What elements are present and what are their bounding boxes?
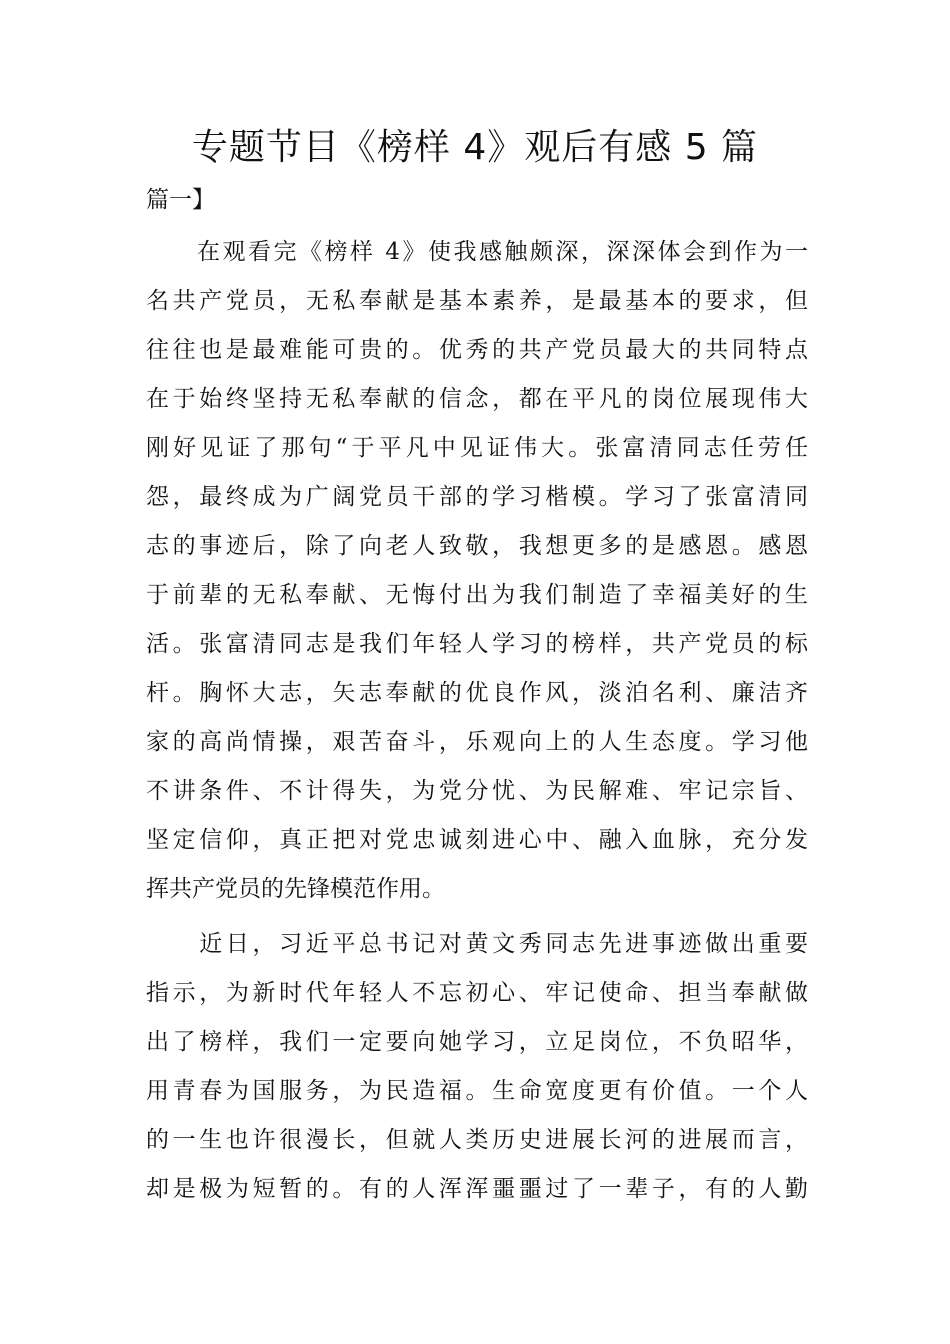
text-line: 名共产党员，无私奉献是基本素养，是最基本的要求，但 xyxy=(146,288,808,314)
text-line: 怨，最终成为广阔党员干部的学习楷模。学习了张富清同 xyxy=(146,484,808,510)
text-line: 出了榜样，我们一定要向她学习，立足岗位，不负昭华， xyxy=(146,1029,808,1055)
section-label: 篇一】 xyxy=(146,187,215,213)
text-line: 却是极为短暂的。有的人浑浑噩噩过了一辈子，有的人勤 xyxy=(146,1176,808,1202)
text-line: 指示，为新时代年轻人不忘初心、牢记使命、担当奉献做 xyxy=(146,980,808,1006)
document-title: 专题节目《榜样 4》观后有感 5 篇 xyxy=(191,127,759,168)
text-line: 杆。胸怀大志，矢志奉献的优良作风，淡泊名利、廉洁齐 xyxy=(146,680,808,706)
text-line: 近日，习近平总书记对黄文秀同志先进事迹做出重要 xyxy=(146,931,808,957)
text-line: 用青春为国服务，为民造福。生命宽度更有价值。一个人 xyxy=(146,1078,808,1104)
text-line: 志的事迹后，除了向老人致敬，我想更多的是感恩。感恩 xyxy=(146,533,808,559)
text-line: 在于始终坚持无私奉献的信念，都在平凡的岗位展现伟大 xyxy=(146,386,808,412)
text-line: 家的高尚情操，艰苦奋斗，乐观向上的人生态度。学习他 xyxy=(146,729,808,755)
text-line: 的一生也许很漫长，但就人类历史进展长河的进展而言， xyxy=(146,1127,808,1153)
paragraph-1 xyxy=(146,228,808,914)
text-line: 往往也是最难能可贵的。优秀的共产党员最大的共同特点 xyxy=(146,337,808,363)
paragraph-2 xyxy=(146,920,808,1214)
text-line: 刚好见证了那句“于平凡中见证伟大。张富清同志任劳任 xyxy=(146,435,808,461)
text-line: 活。张富清同志是我们年轻人学习的榜样，共产党员的标 xyxy=(146,631,808,657)
text-line: 坚定信仰，真正把对党忠诚刻进心中、融入血脉，充分发 xyxy=(146,827,808,853)
text-line: 于前辈的无私奉献、无悔付出为我们制造了幸福美好的生 xyxy=(146,582,808,608)
text-line: 不讲条件、不计得失，为党分忧、为民解难、牢记宗旨、 xyxy=(146,778,808,804)
text-line: 在观看完《榜样 4》使我感触颇深，深深体会到作为一 xyxy=(146,239,808,265)
text-line: 挥共产党员的先锋模范作用。 xyxy=(146,876,445,902)
